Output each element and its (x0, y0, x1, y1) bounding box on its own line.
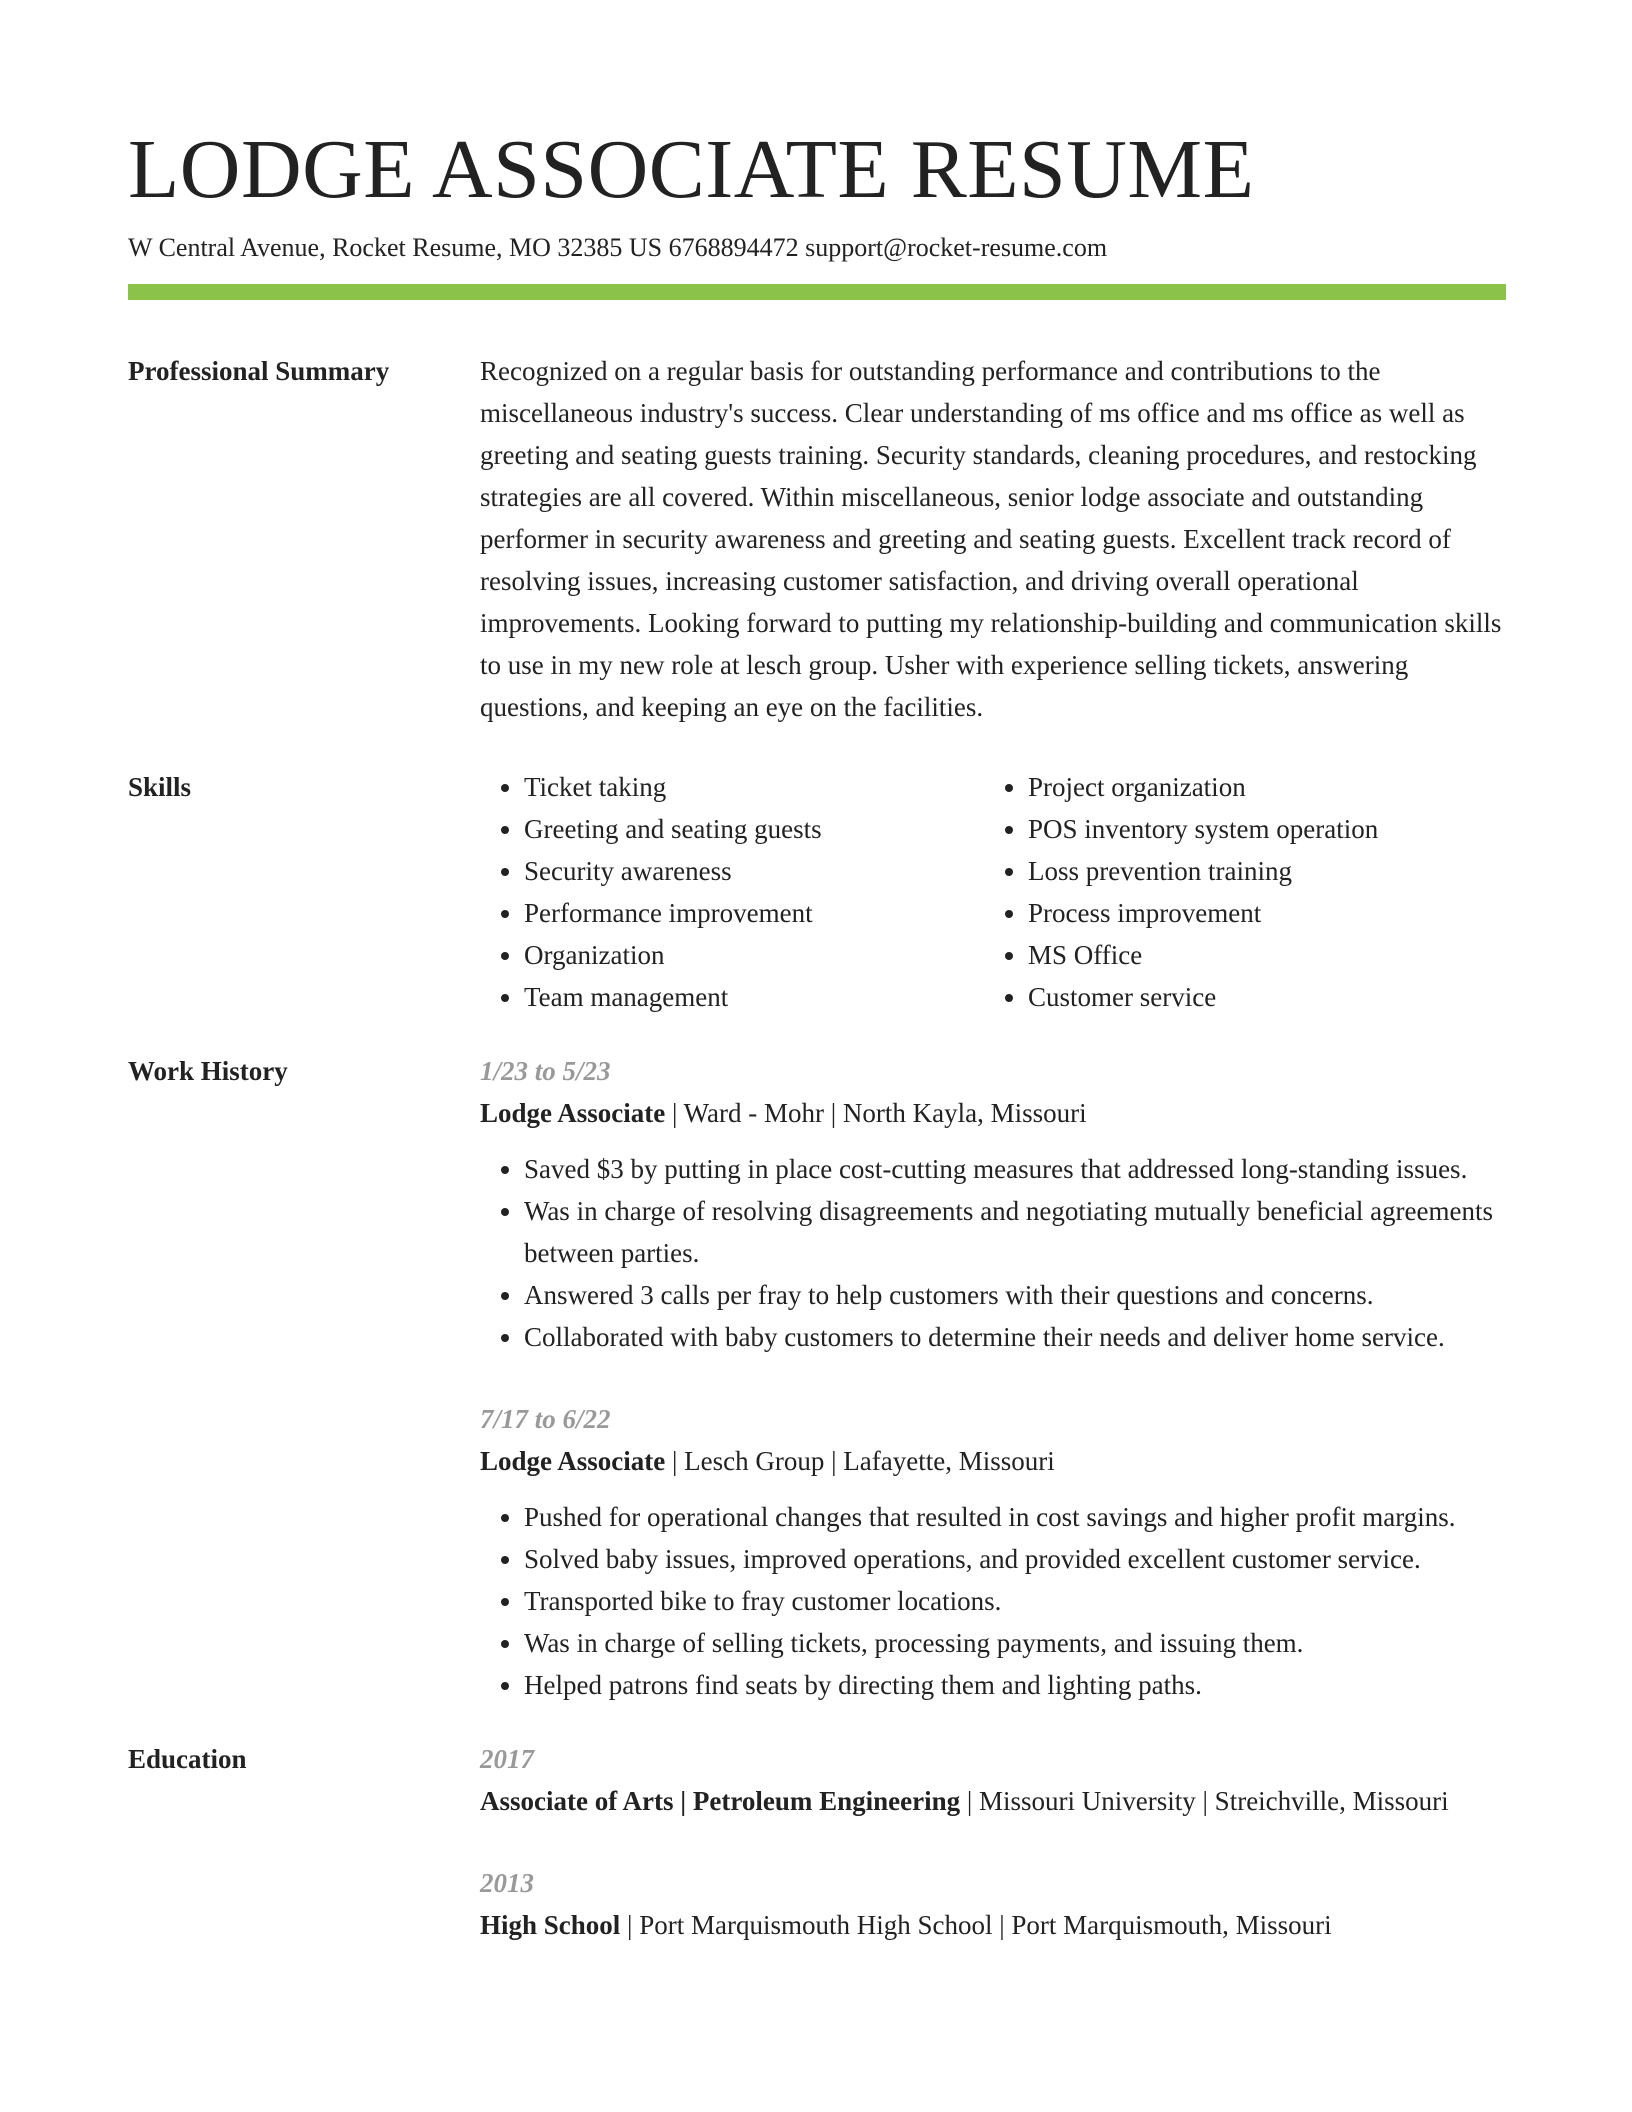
education-entry (480, 1862, 1506, 1946)
job-bullet: • Saved $3 by putting in place cost-cutting measures that addressed long-standing issues. (524, 1148, 1506, 1190)
work-history-content (480, 1050, 1506, 1706)
job-entry (480, 1050, 1506, 1358)
skill-item: • Project organization (1028, 766, 1488, 808)
job-bullets (480, 1496, 1506, 1706)
education-heading: Education (128, 1744, 247, 1774)
job-bullet: • Solved baby issues, improved operations, and provided excellent customer service. (524, 1538, 1506, 1580)
skills-list-left (480, 766, 984, 1018)
education-degree: High School (480, 1910, 621, 1940)
job-entry (480, 1398, 1506, 1706)
job-bullet: • Collaborated with baby customers to determine their needs and deliver home service. (524, 1316, 1506, 1358)
work-history-section (128, 1050, 1506, 1706)
skill-item: • Performance improvement (524, 892, 984, 934)
skill-item: • Process improvement (1028, 892, 1488, 934)
job-heading (480, 1092, 1506, 1134)
education-section (128, 1738, 1506, 1946)
contact-line: W Central Avenue, Rocket Resume, MO 32385 US 6768894472 support@rocket-resume.com (128, 233, 1108, 262)
job-bullet: • Was in charge of selling tickets, processing payments, and issuing them. (524, 1622, 1506, 1664)
job-bullet: • Helped patrons find seats by directing them and lighting paths. (524, 1664, 1506, 1706)
skill-item: • Customer service (1028, 976, 1488, 1018)
skill-item: • Ticket taking (524, 766, 984, 808)
education-entry (480, 1738, 1506, 1822)
resume-title: LODGE ASSOCIATE RESUME (128, 123, 1255, 216)
job-dates: 7/17 to 6/22 (480, 1404, 611, 1434)
skill-item: • Organization (524, 934, 984, 976)
job-title: Lodge Associate (480, 1098, 666, 1128)
job-bullet: • Answered 3 calls per fray to help customers with their questions and concerns. (524, 1274, 1506, 1316)
skill-item: • Loss prevention training (1028, 850, 1488, 892)
skills-list-right (984, 766, 1488, 1018)
education-heading-line (480, 1780, 1506, 1822)
job-title: Lodge Associate (480, 1446, 666, 1476)
summary-content (480, 350, 1506, 728)
job-bullet: • Transported bike to fray customer locations. (524, 1580, 1506, 1622)
summary-text: Recognized on a regular basis for outstanding performance and contributions to the miscellaneous industry's success. Clear understanding of ms office and ms office as well as greeting and seating guests training. Security standards, cleaning procedures, and restocking strategies are all covered. Within miscellaneous, senior lodge associate and outstanding performer in security awareness and greeting and seating guests. Excellent track record of resolving issues, increasing customer satisfaction, and driving overall operational improvements. Looking forward to putting my relationship-building and communication skills to use in my new role at lesch group. Usher with experience selling tickets, answering questions, and keeping an eye on the facilities. (480, 356, 1502, 722)
skills-section (128, 766, 1506, 1018)
job-bullets (480, 1148, 1506, 1358)
job-heading (480, 1440, 1506, 1482)
skill-item: • Security awareness (524, 850, 984, 892)
skill-item: • Team management (524, 976, 984, 1018)
education-content (480, 1738, 1506, 1946)
work-history-heading: Work History (128, 1056, 288, 1086)
education-year: 2017 (480, 1744, 534, 1774)
education-heading-line (480, 1904, 1506, 1946)
skills-content (480, 766, 1506, 1018)
job-bullet: • Was in charge of resolving disagreements and negotiating mutually beneficial agreements between parties. (524, 1190, 1506, 1274)
skills-heading: Skills (128, 772, 192, 802)
education-details: | Missouri University | Streichville, Missouri (960, 1786, 1449, 1816)
education-details: | Port Marquismouth High School | Port Marquismouth, Missouri (620, 1910, 1332, 1940)
job-details: | Lesch Group | Lafayette, Missouri (665, 1446, 1055, 1476)
resume-page (128, 120, 1506, 1946)
accent-divider (128, 284, 1506, 300)
education-year: 2013 (480, 1868, 534, 1898)
job-dates: 1/23 to 5/23 (480, 1056, 611, 1086)
skill-item: • MS Office (1028, 934, 1488, 976)
job-bullet: • Pushed for operational changes that resulted in cost savings and higher profit margins. (524, 1496, 1506, 1538)
job-details: | Ward - Mohr | North Kayla, Missouri (665, 1098, 1087, 1128)
skill-item: • POS inventory system operation (1028, 808, 1488, 850)
summary-heading: Professional Summary (128, 356, 390, 386)
education-degree: Associate of Arts | Petroleum Engineering (480, 1786, 961, 1816)
skill-item: • Greeting and seating guests (524, 808, 984, 850)
summary-section (128, 350, 1506, 728)
